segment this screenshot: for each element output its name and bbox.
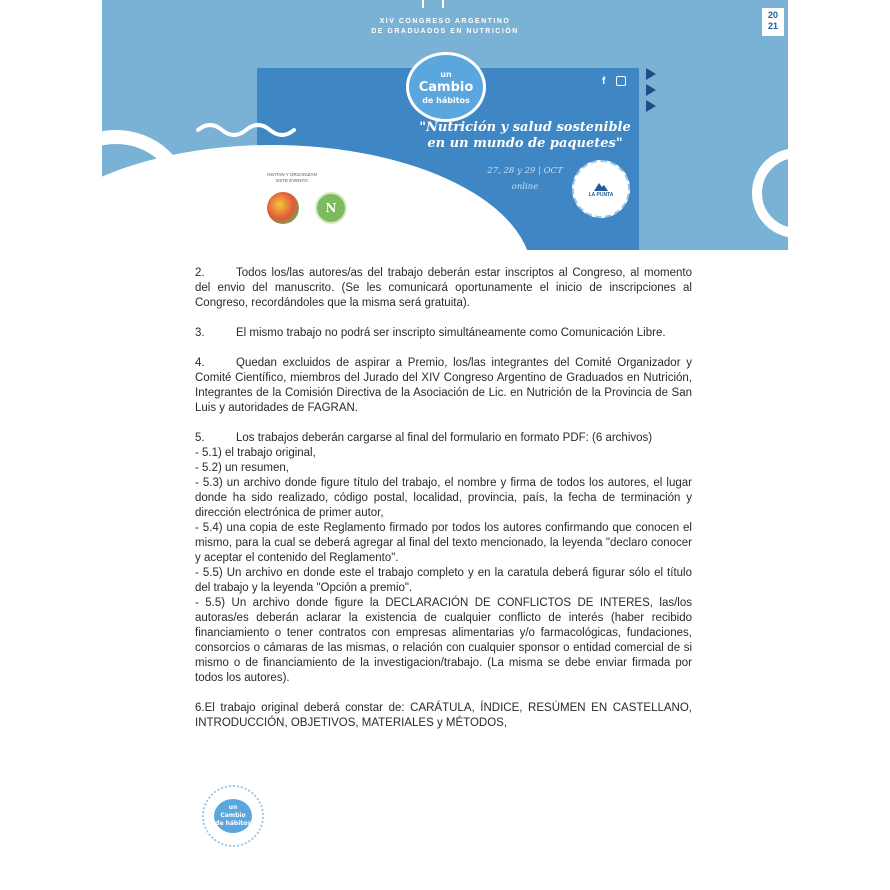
sub-item: - 5.5) Un archivo en donde este el trabajo completo y en la caratula deberá figurar sólo el título del trabajo y la leyenda "Opción a premio". (195, 567, 692, 594)
event-motto (102, 120, 788, 152)
instagram-icon[interactable] (616, 76, 626, 86)
item-3 (195, 326, 692, 341)
seal-text: LA PUNTA (588, 192, 614, 198)
year-bottom: 21 (767, 21, 778, 31)
organizers-label (262, 172, 322, 184)
footer-logo-text-2: Cambio (220, 812, 246, 819)
item-5 (195, 431, 692, 686)
event-mode: online (511, 182, 539, 192)
item-2-number: 2. (195, 267, 205, 279)
congress-title-line2: DE GRADUADOS EN NUTRICIÓN (371, 28, 519, 35)
item-6: 6.El trabajo original deberá constar de: CARÁTULA, ÍNDICE, RESÚMEN EN CASTELLANO, INTRODUCCIÓN, OBJETIVOS, MATERIALES y MÉTODOS, (195, 702, 692, 729)
item-2 (195, 266, 692, 311)
item-5-text: Los trabajos deberán cargarse al final del formulario en formato PDF: (6 archivos) (236, 432, 653, 444)
item-3-text: El mismo trabajo no podrá ser inscripto simultáneamente como Comunicación Libre. (236, 327, 666, 339)
logo-text-1: un (440, 69, 452, 79)
footer-logo-inner (214, 799, 252, 833)
sponsor-seal (572, 160, 630, 218)
regulation-text (195, 266, 692, 746)
mountain-icon (593, 180, 609, 192)
header-banner (102, 0, 788, 250)
item-5-number: 5. (195, 432, 205, 444)
item-3-number: 3. (195, 327, 205, 339)
sub-item: - 5.5) Un archivo donde figure la DECLARACIÓN DE CONFLICTOS DE INTERES, las/los autoras/es deberán aclarar la existencia de cualquier conflicto de interés (haber recibido financiamiento o tener contratos con empresas alimentarias y/o farmacológicas, fundaciones, consorcios o cámaras de las mismas, o relación con cualquier sponsor o entidad comercial de si mismo o de financiamiento de la investigacion/trabajo. (La misma se debe enviar firmada por todos los autores). (195, 597, 692, 684)
motto-line1: "Nutrición y salud sostenible (419, 120, 631, 135)
congress-title-line1: XIV CONGRESO ARGENTINO (379, 18, 511, 25)
item-4-text: Quedan excluidos de aspirar a Premio, los/las integrantes del Comité Organizador y Comité Científico, miembros del Jurado del XIV Congreso Argentino de Graduados en Nutrición, Integrantes de la Comisión Directiva de la Asociación de Lic. en Nutrición de la Provincia de San Luis y autoridades de FAGRAN. (195, 357, 692, 414)
document-page (102, 0, 788, 890)
item-4-number: 4. (195, 357, 205, 369)
sub-item: - 5.1) el trabajo original, (195, 447, 316, 459)
arrow-icon-1 (646, 68, 656, 80)
top-decoration (422, 0, 444, 8)
invite-line1: INVITAN Y ORGANIZAN (267, 172, 317, 177)
footer-logo (202, 785, 264, 847)
arrow-icon-2 (646, 84, 656, 96)
organizer-logo-1 (267, 192, 299, 224)
sub-item: - 5.2) un resumen, (195, 462, 289, 474)
event-dates: 27, 28 y 29 | OCT (487, 166, 563, 176)
invite-line2: ESTE EVENTO (276, 178, 308, 183)
logo-text-3: de hábitos (422, 95, 470, 105)
item-4 (195, 356, 692, 416)
sub-item: - 5.3) un archivo donde figure título del trabajo, el nombre y firma de todos los autores, el lugar donde ha sido realizado, código postal, localidad, provincia, país, la fecha de terminación y dirección electrónica de primer autor, (195, 477, 692, 519)
ring-decoration-right (752, 148, 788, 238)
footer-logo-text-1: un (228, 804, 238, 811)
event-logo (406, 52, 486, 122)
sub-item: - 5.4) una copia de este Reglamento firmado por todos los autores confirmando que conocen el mismo, para la cual se deberá agregar al final del texto mencionado, la leyenda "declaro conocer y aceptar el contenido del Reglamento". (195, 522, 692, 564)
arrow-icon-3 (646, 100, 656, 112)
footer-logo-text-3: de hábitos (215, 820, 251, 827)
year-badge (762, 8, 784, 36)
logo-text-2: Cambio (418, 79, 474, 95)
motto-line2: en un mundo de paquetes" (427, 136, 623, 151)
organizer-logo-2: N (315, 192, 347, 224)
year-top: 20 (767, 10, 778, 20)
facebook-icon[interactable]: f (602, 76, 606, 87)
item-2-text: Todos los/las autores/as del trabajo deberán estar inscriptos al Congreso, al momento del envio del manuscrito. (Se les comunicará oportunamente el inicio de inscripciones al Congreso, recordándoles que la misma será gratuita). (195, 267, 692, 309)
social-icons (602, 76, 626, 87)
